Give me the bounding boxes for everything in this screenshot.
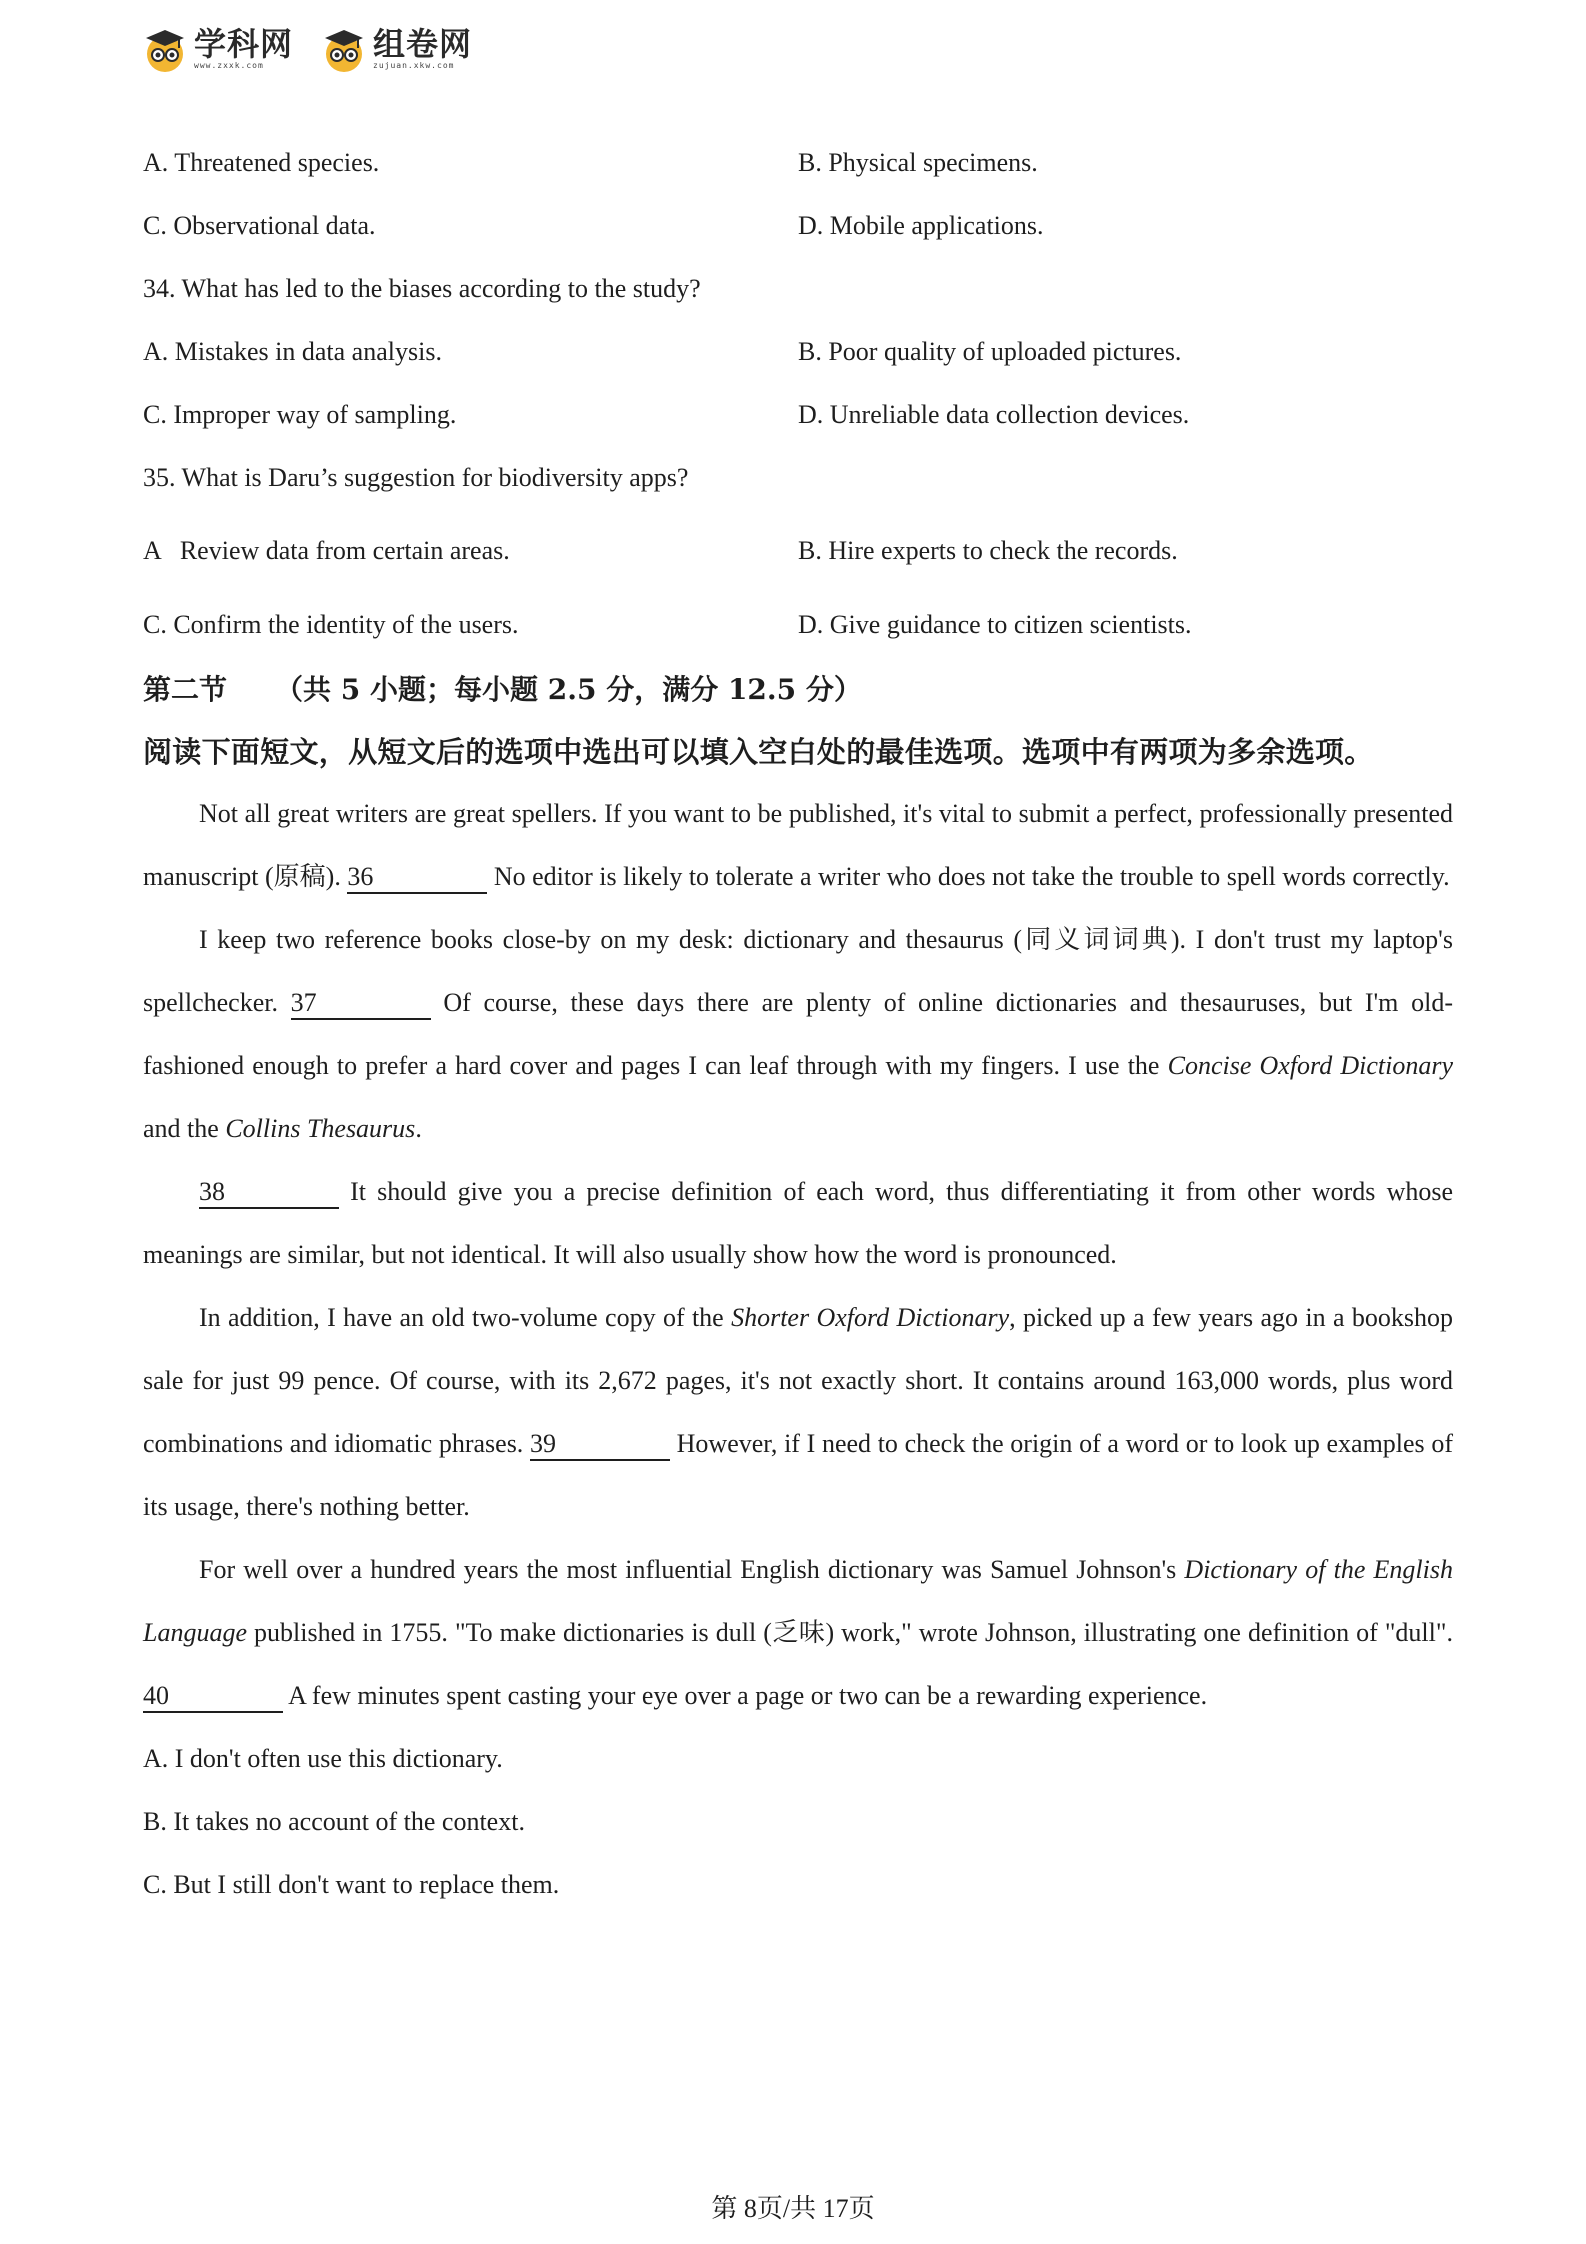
- option-c: C. Confirm the identity of the users.: [143, 609, 519, 639]
- option-a: A. Threatened species.: [143, 147, 380, 177]
- paragraph-4: [143, 1286, 1453, 1538]
- blank-37: 37: [291, 989, 431, 1020]
- q35-options-row-1: [143, 509, 1453, 593]
- option-b: B. Poor quality of uploaded pictures.: [798, 336, 1182, 366]
- paragraph-text: However, if I need to check the origin of a word or to look up examples of its usage, there's nothing better.: [143, 1429, 1453, 1521]
- graduate-owl-icon: [140, 24, 190, 74]
- header-logos: [140, 18, 472, 80]
- blank-40: 40: [143, 1682, 283, 1713]
- logo-xuekewang: [140, 18, 293, 80]
- option-d: D. Unreliable data collection devices.: [798, 399, 1190, 429]
- option-c: C. Observational data.: [143, 210, 376, 240]
- choice-option-c: C. But I still don't want to replace them.: [143, 1869, 560, 1899]
- book-title: Shorter Oxford Dictionary: [731, 1303, 1010, 1332]
- blank-38: 38: [199, 1178, 339, 1209]
- reading-passage: [143, 782, 1453, 1727]
- blank-36: 36: [347, 863, 487, 894]
- page-number: 第 8页/共 17页: [711, 2194, 875, 2223]
- option-b: B. Physical specimens.: [798, 147, 1038, 177]
- paragraph-3: [143, 1160, 1453, 1286]
- blank-39: 39: [530, 1430, 670, 1461]
- paragraph-2: [143, 908, 1453, 1160]
- logo-url: zujuan.xkw.com: [373, 61, 455, 70]
- logo-name: 组卷网: [373, 25, 473, 63]
- paragraph-text: No editor is likely to tolerate a writer who does not take the trouble to spell words correctly.: [487, 862, 1450, 891]
- paragraph-text: .: [415, 1114, 422, 1143]
- option-d: D. Give guidance to citizen scientists.: [798, 609, 1192, 639]
- page-content: [143, 131, 1453, 1916]
- paragraph-text: A few minutes spent casting your eye over a page or two can be a rewarding experience.: [283, 1681, 1208, 1710]
- book-title: Collins Thesaurus: [225, 1114, 416, 1143]
- graduate-owl-icon: [319, 24, 369, 74]
- choice-option-a: A. I don't often use this dictionary.: [143, 1743, 503, 1773]
- q33-options-row-1: [143, 131, 1453, 194]
- paragraph-text: It should give you a precise definition of each word, thus differentiating it from other words whose meanings are similar, but not identical. It will also usually show how the word is pronounced.: [143, 1177, 1453, 1269]
- section-instruction: 阅读下面短文，从短文后的选项中选出可以填入空白处的最佳选项。选项中有两项为多余选项。: [143, 735, 1374, 769]
- q34-options-row-2: [143, 383, 1453, 446]
- paragraph-text: published in 1755. "To make dictionaries is dull (乏味) work," wrote Johnson, illustrating one definition of "dull".: [247, 1618, 1453, 1647]
- logo-name: 学科网: [194, 25, 294, 63]
- question-34: 34. What has led to the biases according to the study?: [143, 273, 701, 303]
- paragraph-text: In addition, I have an old two-volume copy of the: [199, 1303, 732, 1332]
- paragraph-text: and the: [143, 1114, 226, 1143]
- paragraph-text: Not all great writers are great spellers. If you want to be published, it's vital to submit a perfect, professionally presented manuscript (原稿).: [143, 799, 1453, 891]
- paragraph-5: [143, 1538, 1453, 1727]
- choice-option-b: B. It takes no account of the context.: [143, 1806, 525, 1836]
- book-title: Dictionary of the English Language: [143, 1555, 1453, 1647]
- paragraph-1: [143, 782, 1453, 908]
- paragraph-text: I keep two reference books close-by on my desk: dictionary and thesaurus (同义词词典). I don't trust my laptop's spellchecker.: [143, 925, 1453, 1017]
- section-scoring: （共 5 小题；每小题 2.5 分，满分 12.5 分）: [275, 672, 862, 706]
- book-title: Concise Oxford Dictionary: [1167, 1051, 1453, 1080]
- section-title: [143, 656, 1453, 719]
- option-b: B. Hire experts to check the records.: [798, 536, 1178, 565]
- option-a: A. Mistakes in data analysis.: [143, 336, 442, 366]
- paragraph-text: For well over a hundred years the most influential English dictionary was Samuel Johnson's: [199, 1555, 1185, 1584]
- question-35: 35. What is Daru’s suggestion for biodiversity apps?: [143, 462, 689, 492]
- option-a: A Review data from certain areas.: [143, 536, 510, 565]
- q33-options-row-2: [143, 194, 1453, 257]
- q34-options-row-1: [143, 320, 1453, 383]
- logo-url: www.zxxk.com: [194, 61, 264, 70]
- option-d: D. Mobile applications.: [798, 210, 1044, 240]
- section-name: 第二节: [143, 672, 228, 706]
- option-c: C. Improper way of sampling.: [143, 399, 457, 429]
- paragraph-text: , picked up a few years ago in a bookshop sale for just 99 pence. Of course, with its 2,672 pages, it's not exactly short. It contains around 163,000 words, plus word combinations and idiomatic phrases.: [143, 1303, 1453, 1458]
- paragraph-text: Of course, these days there are plenty of online dictionaries and thesauruses, but I'm old-fashioned enough to prefer a hard cover and pages I can leaf through with my fingers. I use the: [143, 988, 1453, 1080]
- q35-options-row-2: [143, 593, 1453, 656]
- logo-zujuanwang: [319, 18, 472, 80]
